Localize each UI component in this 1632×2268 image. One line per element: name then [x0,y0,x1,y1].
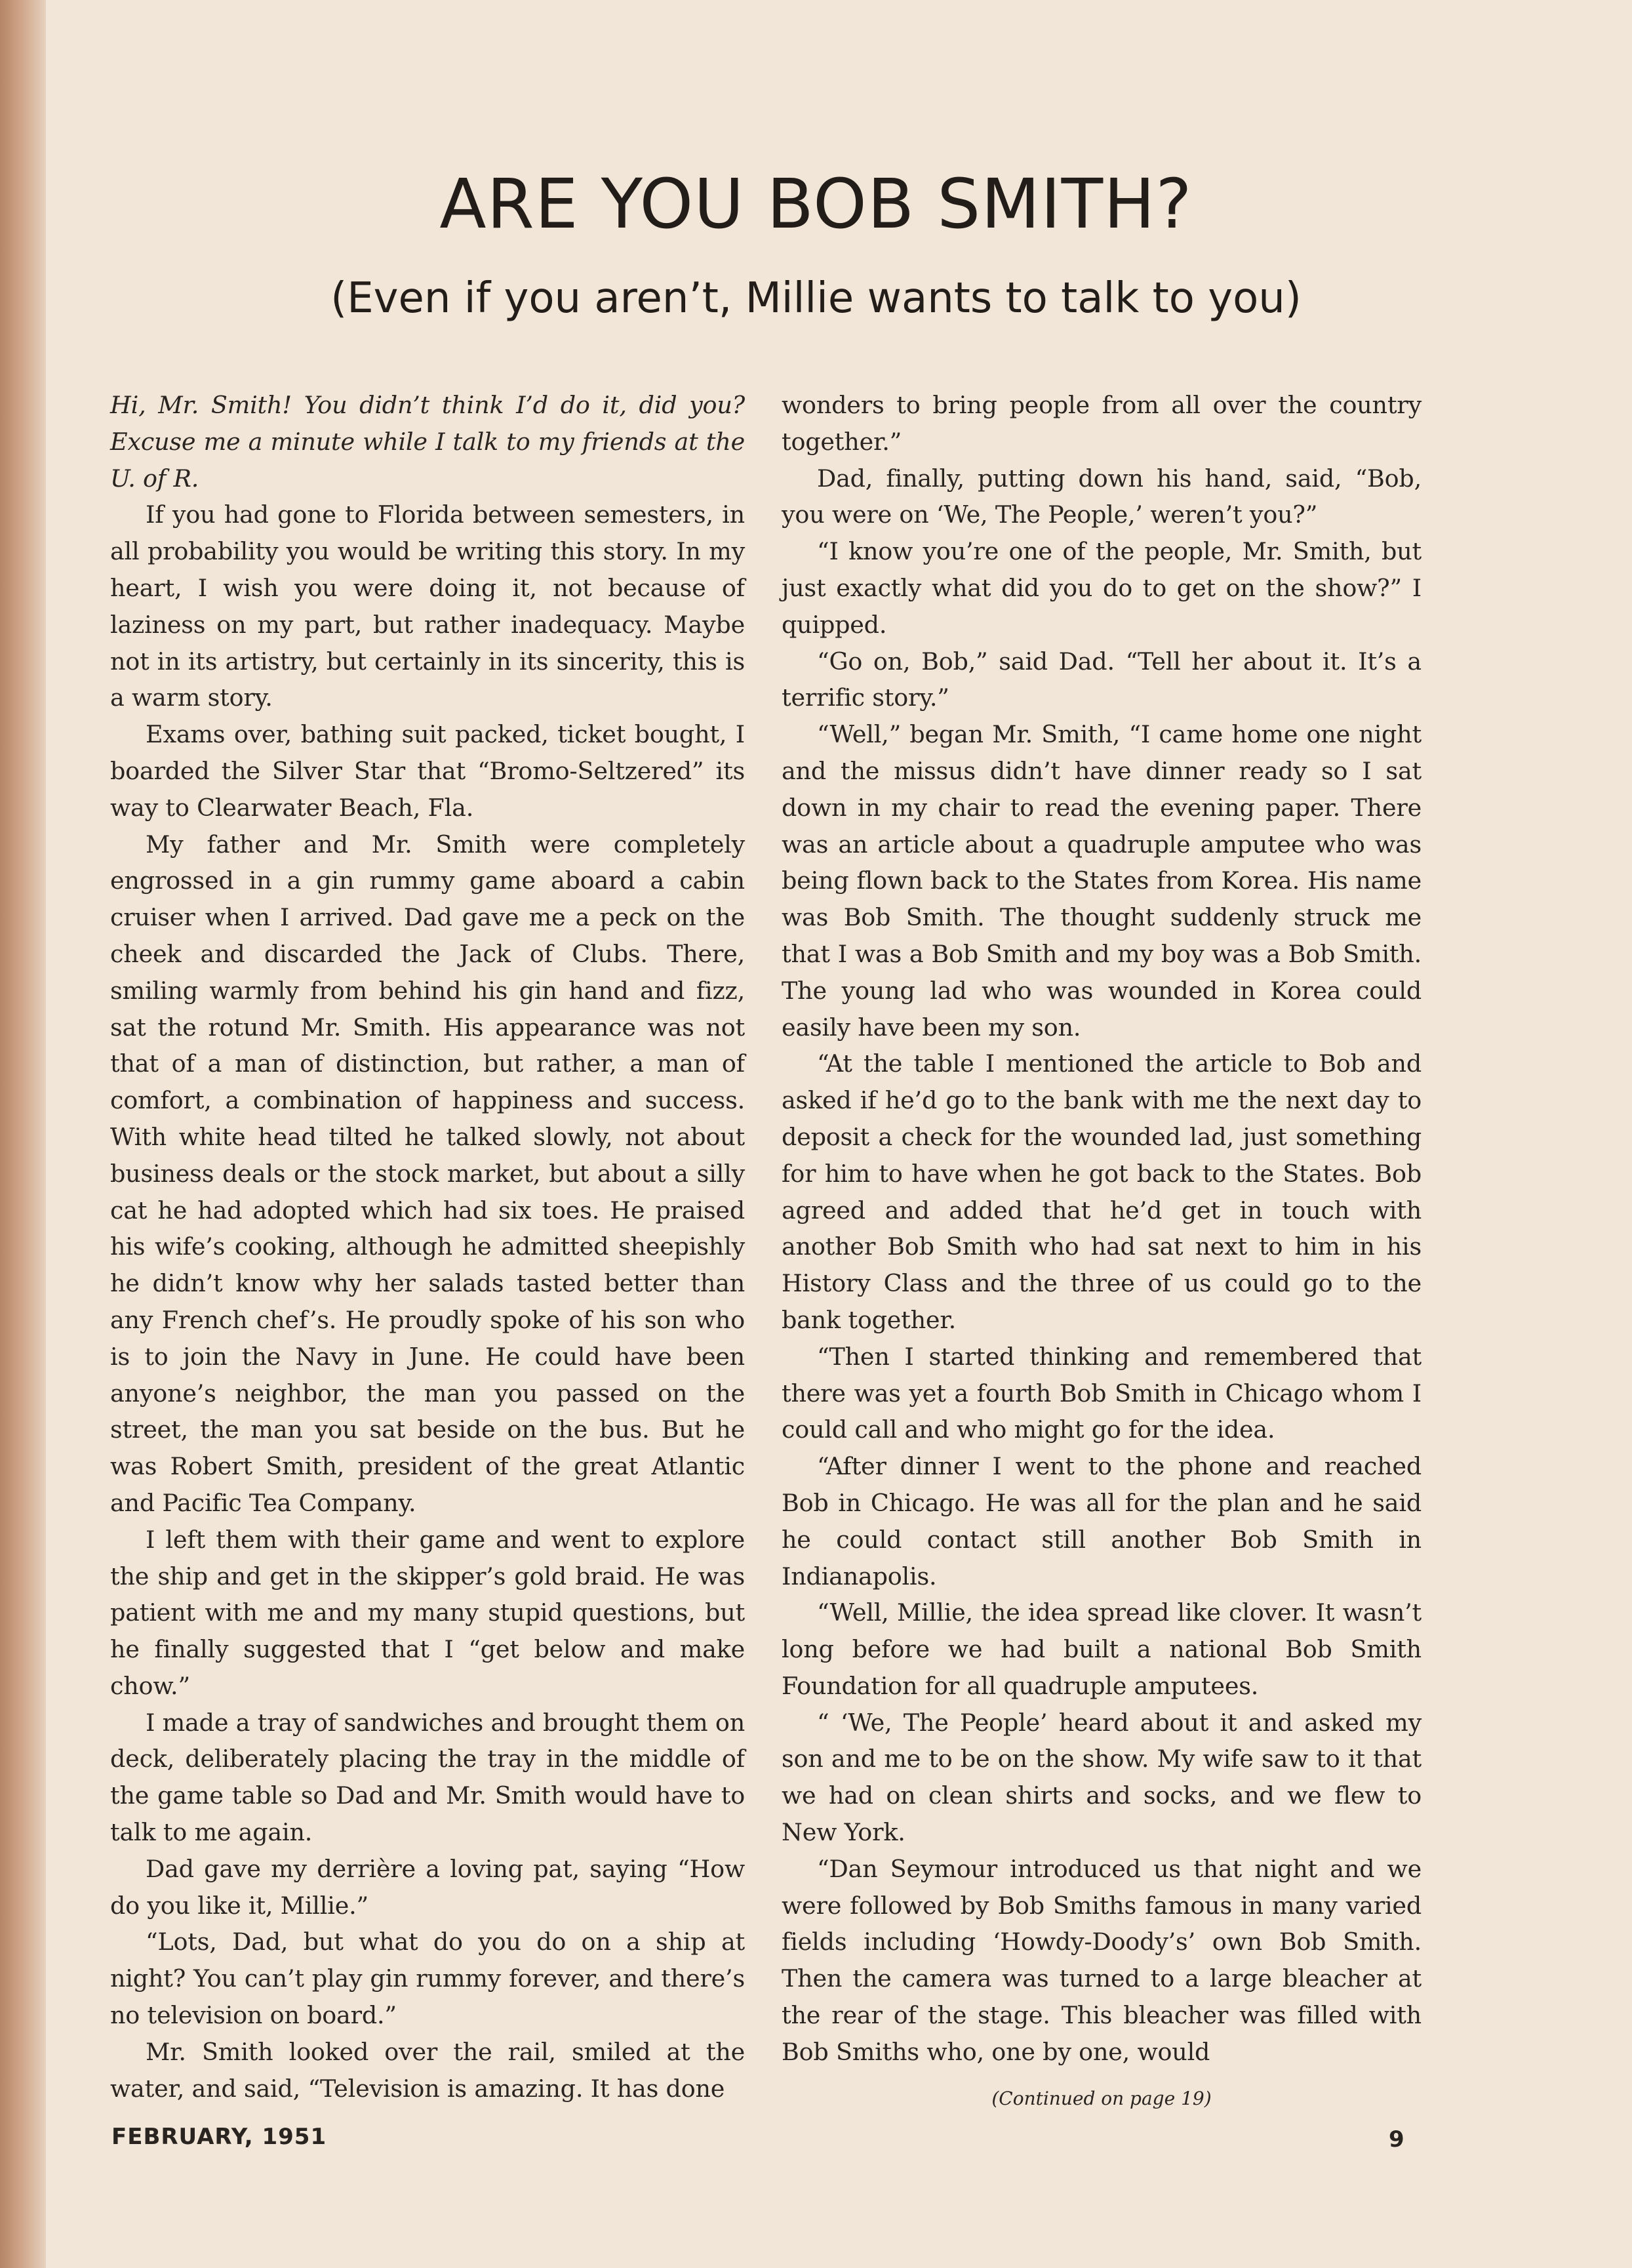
paragraph: Dad gave my derrière a loving pat, saying “How do you like it, Millie.” [110,1854,745,1920]
paragraph: “Then I started thinking and remembered that there was yet a fourth Bob Smith in Chicago whom I could call and who might go for the idea. [782,1342,1422,1444]
paragraph: Dad, finally, putting down his hand, said, “Bob, you were on ‘We, The People,’ weren’t you?” [782,464,1422,529]
paragraph: Hi, Mr. Smith! You didn’t think I’d do it, did you? Excuse me a minute while I talk to my friends at the U. of R. [110,391,745,493]
page-number: 9 [1389,2126,1404,2153]
article-title: ARE YOU BOB SMITH? [439,164,1193,244]
paragraph: “ ‘We, The People’ heard about it and asked my son and me to be on the show. My wife saw to it that we had on clean shirts and socks, and we flew to New York. [782,1708,1422,1847]
paragraph: “Dan Seymour introduced us that night and we were followed by Bob Smiths famous in many varied fields including ‘Howdy-Doody’s’ own Bob Smith. Then the camera was turned to a large bleacher at the rear of the stage. This bleacher was filled with Bob Smiths who, one by one, would [782,1854,1422,2066]
paragraph: Exams over, bathing suit packed, ticket bought, I boarded the Silver Star that “Bromo-Seltzered” its way to Clearwater Beach, Fla. [110,720,745,822]
right-column [782,387,1422,2071]
paragraph: “Go on, Bob,” said Dad. “Tell her about it. It’s a terrific story.” [782,647,1422,712]
paragraph: wonders to bring people from all over the country together.” [782,391,1422,456]
continued-note: (Continued on page 19) [991,2088,1212,2109]
paragraph: Mr. Smith looked over the rail, smiled at the water, and said, “Television is amazing. It has done [110,2037,745,2103]
issue-date: FEBRUARY, 1951 [111,2124,327,2150]
paragraph: I left them with their game and went to explore the ship and get in the skipper’s gold braid. He was patient with me and my many stupid questions, but he finally suggested that I “get below and make chow.” [110,1525,745,1700]
article-subtitle: (Even if you aren’t, Millie wants to talk to you) [330,274,1302,323]
binding-edge [0,0,46,2268]
paragraph: I made a tray of sandwiches and brought them on deck, deliberately placing the tray in the middle of the game table so Dad and Mr. Smith would have to talk to me again. [110,1708,745,1847]
paragraph: If you had gone to Florida between semesters, in all probability you would be writing this story. In my heart, I wish you were doing it, not because of laziness on my part, but rather inadequacy. Maybe not in its artistry, but certainly in its sincerity, this is a warm story. [110,500,745,712]
paragraph: “Lots, Dad, but what do you do on a ship at night? You can’t play gin rummy forever, and there’s no television on board.” [110,1928,745,2030]
paragraph: “After dinner I went to the phone and reached Bob in Chicago. He was all for the plan and he said he could contact still another Bob Smith in Indianapolis. [782,1452,1422,1590]
paragraph: “Well, Millie, the idea spread like clover. It wasn’t long before we had built a national Bob Smith Foundation for all quadruple amputees. [782,1598,1422,1700]
paragraph: My father and Mr. Smith were completely engrossed in a gin rummy game aboard a cabin cruiser when I arrived. Dad gave me a peck on the cheek and discarded the Jack of Clubs. There, smiling warmly from behind his gin hand and fizz, sat the rotund Mr. Smith. His appearance was not that of a man of distinction, but rather, a man of comfort, a combination of happiness and success. With white head tilted he talked slowly, not about business deals or the stock market, but about a silly cat he had adopted which had six toes. He praised his wife’s cooking, although he admitted sheepishly he didn’t know why her salads tasted better than any French chef’s. He proudly spoke of his son who is to join the Navy in June. He could have been anyone’s neighbor, the man you passed on the street, the man you sat beside on the bus. But he was Robert Smith, president of the great Atlantic and Pacific Tea Company. [110,830,745,1517]
paragraph: “At the table I mentioned the article to Bob and asked if he’d go to the bank with me the next day to deposit a check for the wounded lad, just something for him to have when he got back to the States. Bob agreed and added that he’d get in touch with another Bob Smith who had sat next to him in his History Class and the three of us could go to the bank together. [782,1049,1422,1334]
left-column [110,387,745,2107]
paragraph: “Well,” began Mr. Smith, “I came home one night and the missus didn’t have dinner ready so I sat down in my chair to read the evening paper. There was an article about a quadruple amputee who was being flown back to the States from Korea. His name was Bob Smith. The thought suddenly struck me that I was a Bob Smith and my boy was a Bob Smith. The young lad who was wounded in Korea could easily have been my son. [782,720,1422,1042]
paragraph: “I know you’re one of the people, Mr. Smith, but just exactly what did you do to get on the show?” I quipped. [782,537,1422,639]
